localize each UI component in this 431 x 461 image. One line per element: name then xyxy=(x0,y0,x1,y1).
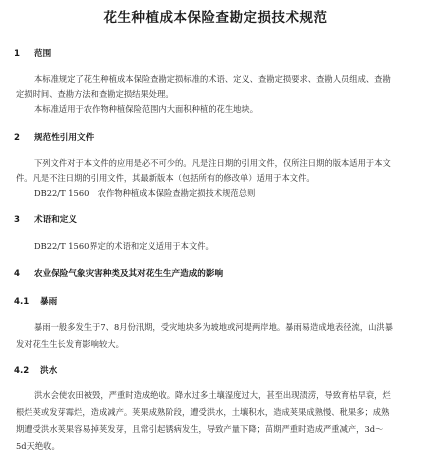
section-2-line-2: 件。凡是不注日期的引用文件，其最新版本（包括所有的修改单）适用于本文件。 xyxy=(16,173,315,183)
section-4-2-heading xyxy=(14,364,57,376)
section-4-2-line-4: 5d天绝收。 xyxy=(16,441,60,451)
section-1-line-2: 定损时间、查勘方法和查勘定损结果处理。 xyxy=(16,89,174,99)
section-4-1-heading xyxy=(14,295,57,307)
section-4-number: 4 xyxy=(14,269,20,279)
section-4-2-line-3: 期遭受洪水荚果容易掉荚发芽，且常引起锈病发生，导致产量下降；苗期严重时造成严重减产，3d～ xyxy=(16,424,384,434)
section-4-title: 农业保险气象灾害种类及其对花生生产造成的影响 xyxy=(34,269,224,279)
section-4-2-title: 洪水 xyxy=(40,366,58,376)
section-4-2-line-2: 根烂荚或发芽霉烂，造成减产。荚果成熟阶段，遭受洪水，土壤积水，造成荚果成熟慢、秕果多；成熟 xyxy=(16,407,390,417)
section-1-title: 范围 xyxy=(34,49,52,59)
section-2-number: 2 xyxy=(14,133,20,143)
section-2-line-1: 下列文件对于本文件的应用是必不可少的。凡是注日期的引用文件，仅所注日期的版本适用于本文 xyxy=(34,158,391,168)
section-2-title: 规范性引用文件 xyxy=(34,133,95,143)
section-3-line-1: DB22/T 1560界定的术语和定义适用于本文件。 xyxy=(34,241,214,251)
section-4-1-title: 暴雨 xyxy=(40,297,58,307)
section-4-heading xyxy=(14,267,223,279)
section-1-number: 1 xyxy=(14,49,20,59)
section-4-2-number: 4.2 xyxy=(14,366,30,376)
section-1-heading xyxy=(14,47,51,59)
section-3-heading xyxy=(14,213,77,225)
document-title: 花生种植成本保险查勘定损技术规范 xyxy=(103,10,328,26)
section-2-heading xyxy=(14,131,94,143)
section-3-title: 术语和定义 xyxy=(34,215,77,225)
section-4-1-number: 4.1 xyxy=(14,297,30,307)
section-1-line-3: 本标准适用于农作物种植保险范围内大面积种植的花生地块。 xyxy=(34,104,259,114)
section-4-1-line-2: 发对花生生长发育影响较大。 xyxy=(16,339,124,349)
section-4-1-line-1: 暴雨一般多发生于7、8月份汛期，受灾地块多为坡地或河堤两岸地。暴雨易造成地表径流，山洪暴 xyxy=(34,322,394,332)
section-4-2-line-1: 洪水会使农田被毁，严重时造成绝收。降水过多土壤湿度过大，甚至出现渍涝，导致育枯早衰，烂 xyxy=(34,390,391,400)
section-1-line-1: 本标准规定了花生种植成本保险查勘定损标准的术语、定义、查勘定损要求、查勘人员组成、查勘 xyxy=(34,74,391,84)
section-2-line-3: DB22/T 1560 农作物种植成本保险查勘定损技术规范总则 xyxy=(34,188,256,198)
section-3-number: 3 xyxy=(14,215,20,225)
